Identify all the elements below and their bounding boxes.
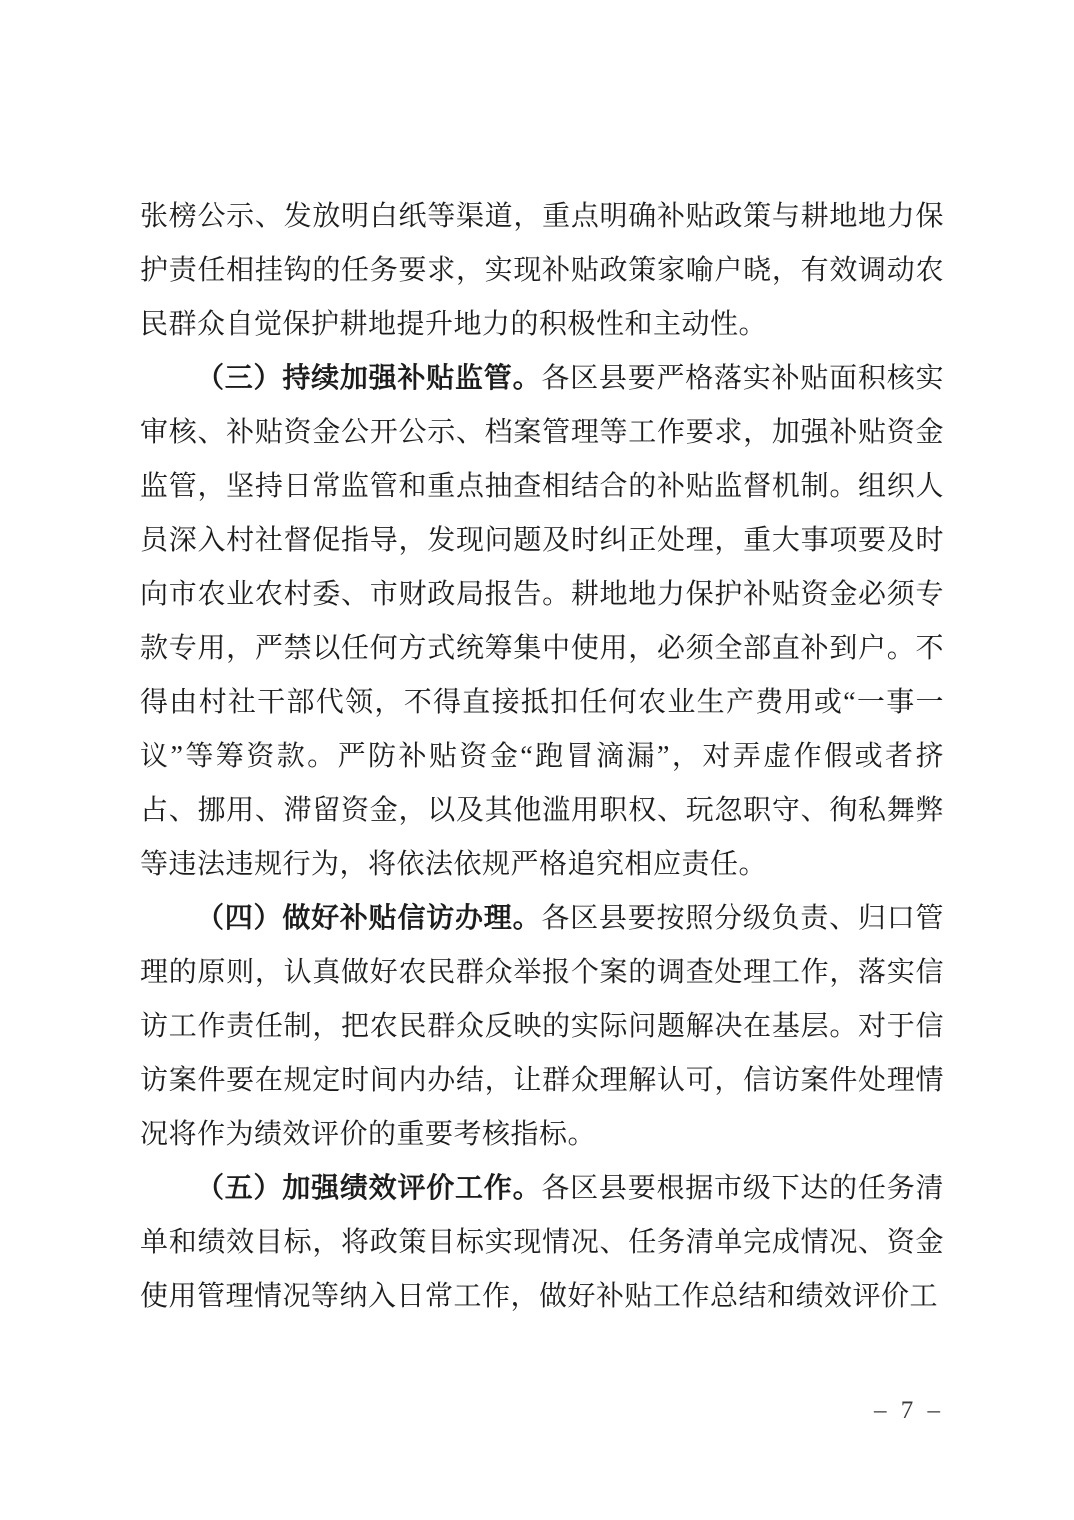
page-number: – 7 – (874, 1397, 944, 1424)
paragraph-text: 各区县要根据市级下达的任务清单和绩效目标，将政策目标实现情况、任务清单完成情况、资金使用管理情况等纳入日常工作，做好补贴工作总结和绩效评价工 (140, 1173, 944, 1312)
section-heading: （四）做好补贴信访办理。 (196, 903, 542, 934)
paragraph (140, 190, 944, 352)
paragraph-text: 张榜公示、发放明白纸等渠道，重点明确补贴政策与耕地地力保护责任相挂钩的任务要求，实现补贴政策家喻户晓，有效调动农民群众自觉保护耕地提升地力的积极性和主动性。 (140, 201, 944, 340)
paragraph (140, 352, 944, 892)
paragraph (140, 1162, 944, 1324)
paragraph (140, 892, 944, 1162)
paragraph-text: 各区县要按照分级负责、归口管理的原则，认真做好农民群众举报个案的调查处理工作，落实信访工作责任制，把农民群众反映的实际问题解决在基层。对于信访案件要在规定时间内办结，让群众理解认可，信访案件处理情况将作为绩效评价的重要考核指标。 (140, 903, 944, 1150)
document-body (140, 190, 944, 1324)
section-heading: （三）持续加强补贴监管。 (196, 363, 542, 394)
section-heading: （五）加强绩效评价工作。 (196, 1173, 542, 1204)
paragraph-text: 各区县要严格落实补贴面积核实审核、补贴资金公开公示、档案管理等工作要求，加强补贴资金监管，坚持日常监管和重点抽查相结合的补贴监督机制。组织人员深入村社督促指导，发现问题及时纠正处理，重大事项要及时向市农业农村委、市财政局报告。耕地地力保护补贴资金必须专款专用，严禁以任何方式统筹集中使用，必须全部直补到户。不得由村社干部代领，不得直接抵扣任何农业生产费用或“一事一议”等筹资款。严防补贴资金“跑冒滴漏”，对弄虚作假或者挤占、挪用、滞留资金，以及其他滥用职权、玩忽职守、徇私舞弊等违法违规行为，将依法依规严格追究相应责任。 (140, 363, 944, 880)
